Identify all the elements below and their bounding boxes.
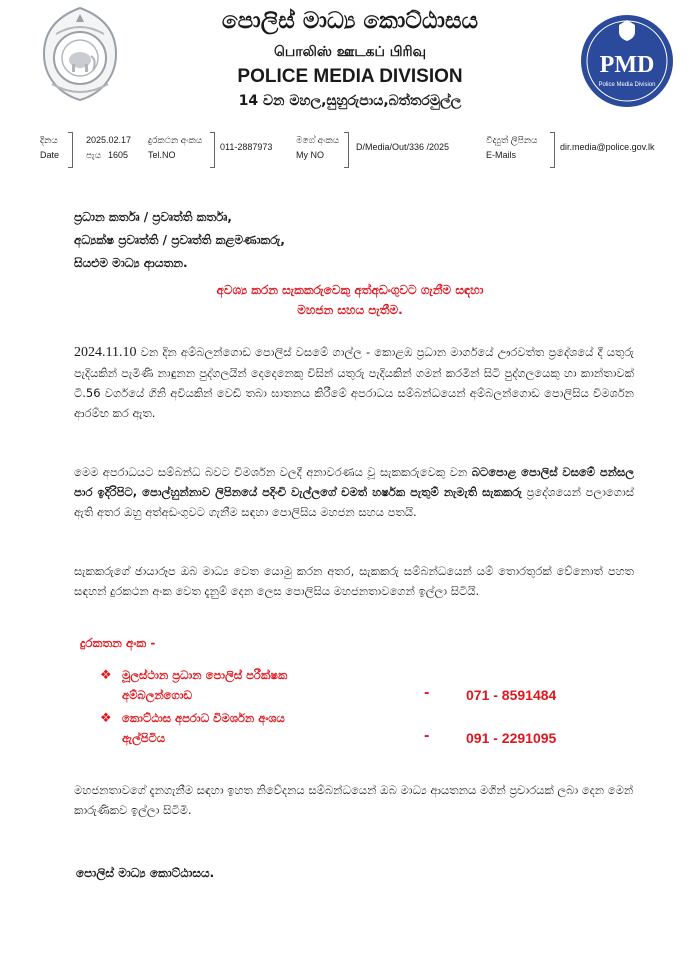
reference-info-row <box>40 132 680 166</box>
suspect-details: බටපොළ පොලිස් වසමේ පන්සල පාර ඉදිරිපිට, පොල්හුන්නාව ලිපිනයේ පදිංචි වැල්ලගේ චමත් හර්ෂක පැතුම් නැමැති සැකකරු <box>74 465 634 499</box>
date-label-si: දිනය <box>40 135 58 145</box>
incident-date: 2024.11.10 <box>74 345 137 360</box>
recipients-block <box>74 206 285 275</box>
date-label-en: Date <box>40 150 60 160</box>
paragraph-text: ප්‍රදේශයෙන් පලාගොස් ඇති අතර ඔහු අත්අඩංගුවට ගැනීම සඳහා පොලිසිය මහජන සහය පතයි. <box>74 485 634 519</box>
header-title-english: POLICE MEDIA DIVISION <box>237 66 463 87</box>
bracket-divider <box>344 132 349 168</box>
tel-label-en: Tel.NO <box>148 150 176 160</box>
bracket-divider <box>210 132 215 168</box>
paragraph-text: මෙම අපරාධයට සම්බන්ධ බවට විමර්ශන වලදී අනාවරණය වූ සැකකරුවෙකු වන <box>74 465 472 479</box>
myno-label-si: මගේ අංකය <box>296 135 340 145</box>
myno-value: D/Media/Out/336 /2025 <box>356 142 450 152</box>
diamond-bullet-icon: ❖ <box>100 711 112 726</box>
recipient-line: අධ්‍යක්ෂ ප්‍රවෘත්ති / ප්‍රවෘත්ති කළමණාකරු, <box>74 233 285 247</box>
body-paragraph-1 <box>74 342 634 423</box>
bracket-divider <box>550 132 555 168</box>
contact-number: 091 - 2291095 <box>466 730 557 746</box>
myno-value-cell <box>356 132 486 166</box>
subject-heading <box>180 280 520 320</box>
closing-paragraph: මහජනතාවගේ දැනගැනීම සඳහා ඉහත නිවේදනය සම්බන්ධයෙන් ඔබ මාධ්‍ය ආයතනය මගින් ප්‍රචාරයක් ලබා දෙන මෙන් කාරුණිකව ඉල්ලා සිටිමි. <box>74 783 634 817</box>
contact-dash: - <box>424 686 430 701</box>
body-paragraph-3: සැකකරුගේ ඡායාරූප ඔබ මාධ්‍ය වෙත යොමු කරන අතර, සැකකරු සම්බන්ධයෙන් යම් තොරතුරක් වේනොත් පහත සඳහන් දුරකථන අංක වෙත දැනුම් දෙන ලෙස පොලිසිය මහජනතාවගෙන් ඉල්ලා සිටියි. <box>74 564 634 598</box>
date-value: 2025.02.17 <box>86 135 132 145</box>
email-value-cell <box>560 132 680 166</box>
time-label: පැය <box>86 150 102 160</box>
subject-line: අවශ්‍ය කරන සැකකරුවෙකු අත්අඩංගුවට ගැනීම සඳහා <box>216 283 484 297</box>
time-value: 1605 <box>108 150 129 160</box>
pmd-logo-subtext: Police Media Division <box>598 82 656 88</box>
police-emblem-logo <box>38 6 122 102</box>
header-title-tamil: பொலிஸ் ஊடகப் பிரிவு <box>273 44 427 60</box>
diamond-bullet-icon: ❖ <box>100 668 112 683</box>
pmd-logo <box>578 12 676 110</box>
email-value[interactable]: dir.media@police.gov.lk <box>560 142 655 152</box>
recipient-line: ප්‍රධාන කර්තෘ / ප්‍රවෘත්ති කර්තෘ, <box>74 210 232 224</box>
email-cell <box>486 132 556 166</box>
contact-name-line1: කොට්ඨාස අපරාධ විමර්ශන අංශය <box>122 711 285 725</box>
contact-name-line2: අම්බලන්ගොඩ <box>122 688 193 702</box>
date-value-cell <box>86 132 156 166</box>
contact-dash: - <box>424 729 430 744</box>
header-address: 14 වන මහල,සුහුරුපාය,බත්තරමුල්ල <box>238 93 462 109</box>
contact-name-line2: ඇල්පිටිය <box>122 731 166 745</box>
tel-label-si: දුරකථන අංකය <box>148 135 203 145</box>
paragraph-text: වන දින අම්බලන්ගොඩ පොලිස් වසමේ ගාල්ල - කොළඹ ප්‍රධාන මාර්ගයේ ඌරවත්ත ප්‍රදේශයේ දී යතුරු පැදියකින් පැමිණි නාඳුනන පුද්ගලයින් දෙදෙනෙකු විසින් යතුරු පැදියකින් ගමන් කරමින් සිටි පුද්ගලයෙකු හා කාන්තාවක් ටී.56 වර්ගයේ ගිනි අවියකින් වෙඩි තබා ඝාතනය කිරීමේ අපරාධය සම්බන්ධයෙන් අම්බලන්ගොඩ පොලිසිය විමර්ශන ආරම්භ කර ඇත. <box>74 345 634 420</box>
recipient-line: සියළුම මාධ්‍ය ආයතන. <box>74 256 188 270</box>
phone-numbers-title: දුරකතන අංක - <box>80 636 156 650</box>
email-label-si: විද්‍යුත් ලිපිනය <box>486 135 538 145</box>
bracket-divider <box>68 132 73 168</box>
header-title-sinhala: පොලිස් මාධ්‍ය කොට්ඨාසය <box>221 8 479 34</box>
tel-value-cell <box>220 132 300 166</box>
body-paragraph-2 <box>74 462 634 522</box>
email-label-en: E-Mails <box>486 150 517 160</box>
pmd-logo-text: PMD <box>599 52 655 78</box>
tel-cell <box>148 132 228 166</box>
tel-value: 011-2887973 <box>220 142 273 152</box>
contact-name-line1: මූලස්ථාන ප්‍රධාන පොලිස් පරීක්ෂක <box>122 668 288 682</box>
contact-number: 071 - 8591484 <box>466 687 557 703</box>
signature: පොලිස් මාධ්‍ය කොට්ඨාසය. <box>76 866 215 880</box>
myno-label-en: My NO <box>296 150 324 160</box>
subject-line: මහජන සහය පැතීම. <box>297 303 403 317</box>
